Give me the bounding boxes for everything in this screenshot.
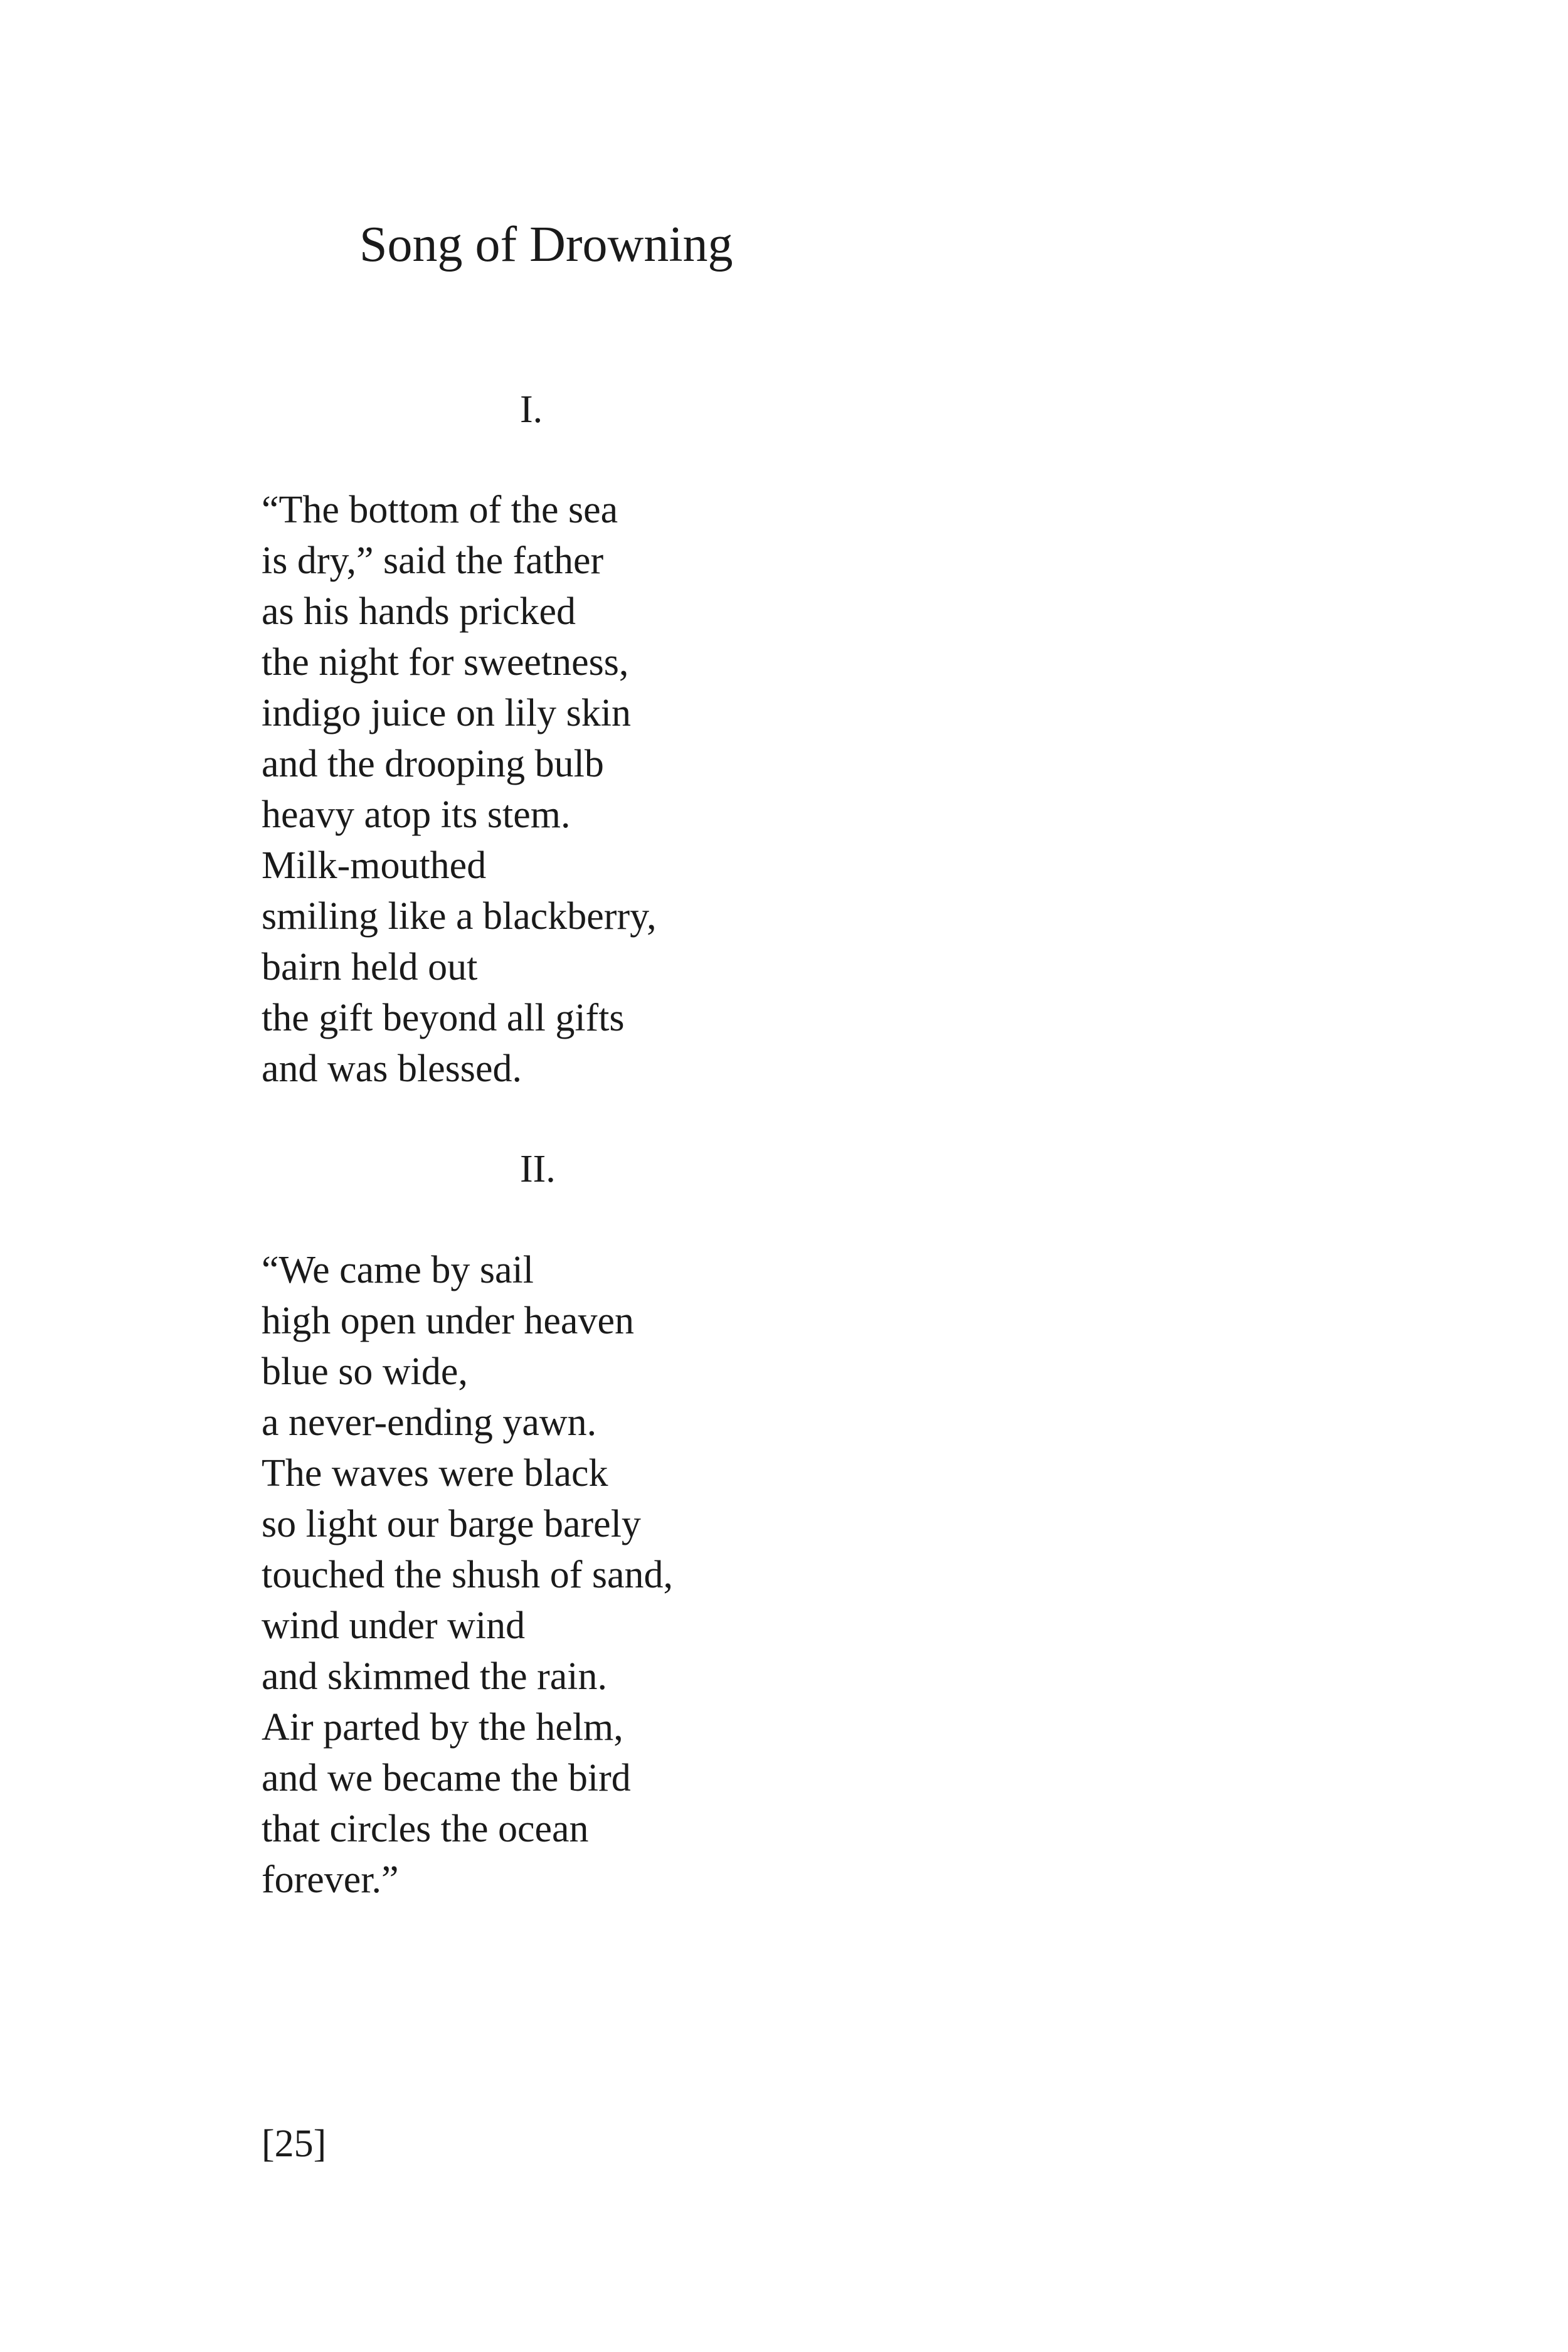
poem-line: Milk-mouthed [262,844,487,887]
poem-line: Air parted by the helm, [262,1706,623,1749]
poem-line: and the drooping bulb [262,743,604,785]
poem-line: and skimmed the rain. [262,1655,607,1698]
poem-line: heavy atop its stem. [262,793,571,836]
stanza-1 [262,485,657,1094]
page-number: [25] [262,2122,327,2165]
poem-line: smiling like a blackberry, [262,895,657,938]
poem-line: “The bottom of the sea [262,489,618,531]
poem-line: forever.” [262,1858,399,1901]
poem-title: Song of Drowning [359,217,733,272]
poem-line: bairn held out [262,946,478,988]
poem-line: The waves were black [262,1452,608,1495]
poem-line: is dry,” said the father [262,539,604,582]
poem-line: blue so wide, [262,1350,468,1393]
poem-line: so light our barge barely [262,1503,641,1545]
poem-line: that circles the ocean [262,1808,589,1850]
section-numeral-2: II. [520,1148,556,1190]
poem-line: indigo juice on lily skin [262,692,631,734]
poem-line: touched the shush of sand, [262,1554,674,1596]
section-numeral-1: I. [520,388,543,431]
poem-line: and was blessed. [262,1047,522,1090]
poem-line: the gift beyond all gifts [262,997,625,1039]
poem-line: the night for sweetness, [262,641,629,684]
poem-line: as his hands pricked [262,590,576,633]
poem-line: wind under wind [262,1604,526,1647]
poem-line: “We came by sail [262,1249,534,1291]
poem-line: high open under heaven [262,1300,634,1342]
poem-line: and we became the bird [262,1757,631,1799]
poem-line: a never-ending yawn. [262,1401,597,1444]
stanza-2 [262,1245,673,1905]
